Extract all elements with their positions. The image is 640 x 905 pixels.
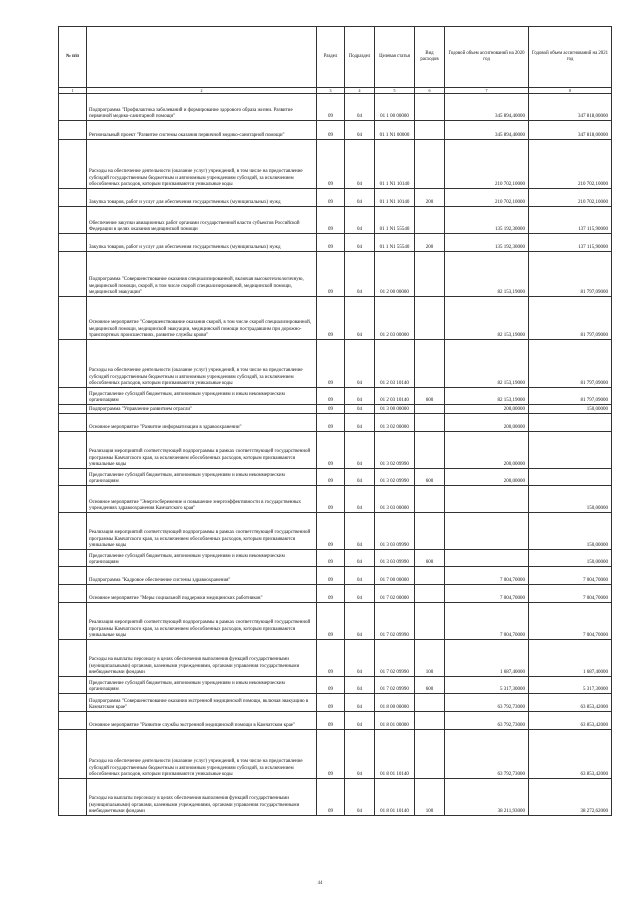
cell-podrazdel: 04 <box>345 340 375 388</box>
cell-podrazdel: 04 <box>345 140 375 189</box>
cell-expense-type <box>415 140 445 189</box>
cell-expense-type <box>415 513 445 550</box>
header-target-article: Целевая статья <box>375 27 415 88</box>
cell-2020: 82 153,19000 <box>445 340 529 388</box>
table-row <box>59 414 612 432</box>
cell-2021: 150,00000 <box>529 513 612 550</box>
table-row <box>59 712 612 730</box>
cell-expense-type <box>415 585 445 603</box>
cell-2021 <box>529 414 612 432</box>
cell-num <box>59 513 87 550</box>
cell-razdel: 09 <box>317 550 345 567</box>
cell-podrazdel: 04 <box>345 234 375 252</box>
cell-target-article: 01 3 02 09990 <box>375 432 415 469</box>
cell-podrazdel: 04 <box>345 677 375 694</box>
cell-2020: 7 004,70000 <box>445 567 529 585</box>
table-row <box>59 140 612 189</box>
cell-podrazdel: 04 <box>345 486 375 513</box>
cell-target-article: 01 3 03 00000 <box>375 486 415 513</box>
cell-podrazdel: 04 <box>345 207 375 234</box>
cell-num <box>59 414 87 432</box>
cell-target-article: 01 1 N1 00000 <box>375 121 415 140</box>
cell-target-article: 01 8 01 00000 <box>375 712 415 730</box>
table-row <box>59 730 612 779</box>
cell-expense-type <box>415 486 445 513</box>
cell-expense-type: 600 <box>415 677 445 694</box>
cell-name: Предоставление субсидий бюджетным, автономным учреждениям и иным некоммерческим организациям <box>87 677 317 694</box>
header-expense-type: Вид расходов <box>415 27 445 88</box>
cell-2021: 1 687,40000 <box>529 640 612 677</box>
cell-name: Подпрограмма "Профилактика заболеваний и формирование здорового образа жизни. Развитие первичной медико-санитарной помощи" <box>87 94 317 121</box>
cell-expense-type <box>415 730 445 779</box>
cell-2020: 63 792,73000 <box>445 712 529 730</box>
cell-expense-type: 200 <box>415 189 445 207</box>
cell-expense-type <box>415 414 445 432</box>
cell-name: Расходы на выплаты персоналу в целях обеспечения выполнения функций государственными (муниципальными) органами, казенными учреждениями, органами управления государственными внебюджетными фондами <box>87 640 317 677</box>
cell-target-article: 01 3 00 00000 <box>375 405 415 414</box>
cell-2020: 38 211,93000 <box>445 779 529 816</box>
cell-name: Реализация мероприятий соответствующей подпрограммы в рамках соответствующей государственной программы Камчатского края, за исключением обособленных расходов, которым присваиваются уникальные коды <box>87 432 317 469</box>
cell-num <box>59 779 87 816</box>
cell-expense-type: 100 <box>415 640 445 677</box>
cell-razdel: 09 <box>317 388 345 405</box>
cell-razdel: 09 <box>317 94 345 121</box>
cell-razdel: 09 <box>317 252 345 297</box>
cell-num <box>59 694 87 712</box>
cell-target-article: 01 8 01 10140 <box>375 779 415 816</box>
cell-target-article: 01 1 N1 10140 <box>375 189 415 207</box>
cell-num <box>59 121 87 140</box>
cell-name: Расходы на обеспечение деятельности (оказание услуг) учреждений, в том числе на предоставление субсидий государственным бюджетным и автономным учреждениям субсидий, за исключением обособленных расходов, которым присваиваются уникальные коды <box>87 140 317 189</box>
col-index: 8 <box>529 88 612 94</box>
cell-expense-type: 600 <box>415 388 445 405</box>
cell-2021: 137 115,90000 <box>529 207 612 234</box>
cell-podrazdel: 04 <box>345 585 375 603</box>
cell-2020: 210 702,10000 <box>445 189 529 207</box>
cell-podrazdel: 04 <box>345 779 375 816</box>
cell-razdel: 09 <box>317 234 345 252</box>
cell-2021: 5 317,30000 <box>529 677 612 694</box>
cell-2020 <box>445 513 529 550</box>
cell-2020: 63 792,73000 <box>445 694 529 712</box>
cell-target-article: 01 1 N1 10140 <box>375 140 415 189</box>
cell-podrazdel: 04 <box>345 414 375 432</box>
cell-name: Основное мероприятие "Развитие информатизации в здравоохранении" <box>87 414 317 432</box>
cell-num <box>59 189 87 207</box>
cell-num <box>59 252 87 297</box>
cell-name: Предоставление субсидий бюджетным, автономным учреждениям и иным некоммерческим организациям <box>87 388 317 405</box>
cell-target-article: 01 8 01 10140 <box>375 730 415 779</box>
cell-2021: 7 004,70000 <box>529 603 612 640</box>
cell-2020: 200,00000 <box>445 414 529 432</box>
col-index: 6 <box>415 88 445 94</box>
cell-2020: 1 687,40000 <box>445 640 529 677</box>
cell-razdel: 09 <box>317 340 345 388</box>
cell-num <box>59 234 87 252</box>
cell-razdel: 09 <box>317 405 345 414</box>
table-row <box>59 567 612 585</box>
cell-podrazdel: 04 <box>345 550 375 567</box>
cell-2021: 63 853,42000 <box>529 730 612 779</box>
cell-2020: 82 153,19000 <box>445 388 529 405</box>
cell-num <box>59 677 87 694</box>
cell-name: Расходы на обеспечение деятельности (оказание услуг) учреждений, в том числе на предоставление субсидий государственным бюджетным и автономным учреждениям субсидий, за исключением обособленных расходов, которым присваиваются уникальные коды <box>87 340 317 388</box>
cell-num <box>59 405 87 414</box>
cell-name: Реализация мероприятий соответствующей подпрограммы в рамках соответствующей государственной программы Камчатского края, за исключением обособленных расходов, которым присваиваются уникальные коды <box>87 513 317 550</box>
cell-razdel: 09 <box>317 779 345 816</box>
cell-expense-type <box>415 207 445 234</box>
cell-2020: 200,00000 <box>445 432 529 469</box>
cell-2020: 345 894,40000 <box>445 94 529 121</box>
cell-podrazdel: 04 <box>345 730 375 779</box>
cell-num <box>59 94 87 121</box>
cell-razdel: 09 <box>317 121 345 140</box>
cell-podrazdel: 04 <box>345 388 375 405</box>
cell-expense-type <box>415 340 445 388</box>
cell-name: Обеспечение закупки авиационных работ органами государственной власти субъектов Российской Федерации в целях оказания медицинской помощи <box>87 207 317 234</box>
cell-razdel: 09 <box>317 189 345 207</box>
cell-target-article: 01 2 03 10140 <box>375 388 415 405</box>
table-row <box>59 550 612 567</box>
cell-2021: 7 004,70000 <box>529 585 612 603</box>
cell-podrazdel: 04 <box>345 513 375 550</box>
table-row <box>59 432 612 469</box>
cell-target-article: 01 7 02 09990 <box>375 603 415 640</box>
cell-name: Предоставление субсидий бюджетным, автономным учреждениям и иным некоммерческим организациям <box>87 469 317 486</box>
cell-razdel: 09 <box>317 469 345 486</box>
cell-expense-type <box>415 297 445 340</box>
table-row <box>59 94 612 121</box>
cell-podrazdel: 04 <box>345 603 375 640</box>
cell-expense-type <box>415 405 445 414</box>
budget-table <box>58 26 612 816</box>
header-razdel: Раздел <box>317 27 345 88</box>
cell-2021: 63 853,42000 <box>529 694 612 712</box>
cell-2020: 7 004,70000 <box>445 585 529 603</box>
cell-name: Расходы на обеспечение деятельности (оказание услуг) учреждений, в том числе на предоставление субсидий государственным бюджетным и автономным учреждениям субсидий, за исключением обособленных расходов, которым присваиваются уникальные коды <box>87 730 317 779</box>
cell-expense-type <box>415 603 445 640</box>
header-2020: Годовой объем ассигнований на 2020 год <box>445 27 529 88</box>
cell-name: Основное мероприятие "Энергосбережение и повышение энергоэффективности в государственных учреждениях здравоохранения Камчатского края" <box>87 486 317 513</box>
cell-razdel: 09 <box>317 567 345 585</box>
cell-2021: 210 702,10000 <box>529 189 612 207</box>
table-row <box>59 388 612 405</box>
cell-podrazdel: 04 <box>345 405 375 414</box>
cell-expense-type: 100 <box>415 779 445 816</box>
cell-num <box>59 550 87 567</box>
document-page <box>58 26 611 816</box>
cell-name: Основное мероприятие "Развитие службы экстренной медицинской помощи в Камчатском крае" <box>87 712 317 730</box>
table-row <box>59 297 612 340</box>
cell-2021: 150,00000 <box>529 486 612 513</box>
cell-2020: 63 792,73000 <box>445 730 529 779</box>
cell-podrazdel: 04 <box>345 252 375 297</box>
cell-2021: 150,00000 <box>529 550 612 567</box>
cell-target-article: 01 3 03 09990 <box>375 513 415 550</box>
cell-num <box>59 469 87 486</box>
table-row <box>59 340 612 388</box>
cell-razdel: 09 <box>317 140 345 189</box>
col-index: 5 <box>375 88 415 94</box>
page-number: 44 <box>317 881 323 886</box>
cell-num <box>59 567 87 585</box>
cell-expense-type: 600 <box>415 469 445 486</box>
cell-name: Региональный проект "Развитие системы оказания первичной медико-санитарной помощи" <box>87 121 317 140</box>
cell-2020: 135 192,30000 <box>445 207 529 234</box>
cell-2020 <box>445 486 529 513</box>
cell-name: Закупка товаров, работ и услуг для обеспечения государственных (муниципальных) нужд <box>87 234 317 252</box>
table-row <box>59 585 612 603</box>
cell-podrazdel: 04 <box>345 432 375 469</box>
table-body <box>59 94 612 816</box>
cell-razdel: 09 <box>317 712 345 730</box>
col-index: 4 <box>345 88 375 94</box>
cell-expense-type: 200 <box>415 234 445 252</box>
cell-num <box>59 207 87 234</box>
table-row <box>59 121 612 140</box>
cell-razdel: 09 <box>317 297 345 340</box>
cell-target-article: 01 2 03 00000 <box>375 297 415 340</box>
cell-name: Расходы на выплаты персоналу в целях обеспечения выполнения функций государственными (муниципальными) органами, казенными учреждениями, органами управления государственными внебюджетными фондами <box>87 779 317 816</box>
cell-num <box>59 297 87 340</box>
cell-2021: 347 818,00000 <box>529 94 612 121</box>
cell-podrazdel: 04 <box>345 94 375 121</box>
cell-expense-type: 600 <box>415 550 445 567</box>
cell-name: Закупка товаров, работ и услуг для обеспечения государственных (муниципальных) нужд <box>87 189 317 207</box>
cell-expense-type <box>415 94 445 121</box>
cell-podrazdel: 04 <box>345 640 375 677</box>
table-row <box>59 640 612 677</box>
cell-target-article: 01 2 03 10140 <box>375 340 415 388</box>
cell-razdel: 09 <box>317 677 345 694</box>
cell-target-article: 01 7 02 09990 <box>375 677 415 694</box>
cell-2021: 81 797,09000 <box>529 388 612 405</box>
cell-2021: 81 797,09000 <box>529 297 612 340</box>
cell-2020: 200,00000 <box>445 469 529 486</box>
header-name <box>87 27 317 88</box>
cell-num <box>59 712 87 730</box>
cell-2020: 82 153,19000 <box>445 297 529 340</box>
cell-name: Подпрограмма "Кадровое обеспечение системы здравоохранения" <box>87 567 317 585</box>
cell-2021: 38 272,62000 <box>529 779 612 816</box>
col-index: 2 <box>87 88 317 94</box>
cell-2021: 81 797,09000 <box>529 340 612 388</box>
cell-2021: 63 853,42000 <box>529 712 612 730</box>
table-row <box>59 677 612 694</box>
cell-2021: 210 702,10000 <box>529 140 612 189</box>
cell-razdel: 09 <box>317 640 345 677</box>
cell-num <box>59 340 87 388</box>
cell-razdel: 09 <box>317 513 345 550</box>
cell-podrazdel: 04 <box>345 712 375 730</box>
cell-expense-type <box>415 567 445 585</box>
cell-name: Основное мероприятие "Меры социальной поддержки медицинских работников" <box>87 585 317 603</box>
cell-target-article: 01 3 03 09990 <box>375 550 415 567</box>
cell-podrazdel: 04 <box>345 297 375 340</box>
table-row <box>59 779 612 816</box>
cell-razdel: 09 <box>317 486 345 513</box>
col-index: 7 <box>445 88 529 94</box>
cell-expense-type <box>415 712 445 730</box>
table-row <box>59 694 612 712</box>
cell-razdel: 09 <box>317 730 345 779</box>
cell-name: Предоставление субсидий бюджетным, автономным учреждениям и иным некоммерческим организациям <box>87 550 317 567</box>
cell-2021: 81 797,09000 <box>529 252 612 297</box>
table-row <box>59 234 612 252</box>
table-row <box>59 189 612 207</box>
cell-2020: 345 894,40000 <box>445 121 529 140</box>
cell-target-article: 01 3 02 00000 <box>375 414 415 432</box>
table-row <box>59 252 612 297</box>
col-index: 3 <box>317 88 345 94</box>
cell-num <box>59 585 87 603</box>
cell-razdel: 09 <box>317 432 345 469</box>
col-index: 1 <box>59 88 87 94</box>
cell-2021: 347 818,00000 <box>529 121 612 140</box>
cell-name: Подпрограмма "Совершенствование оказания экстренной медицинской помощи, включая эвакуацию в Камчатском крае" <box>87 694 317 712</box>
cell-2020: 7 004,70000 <box>445 603 529 640</box>
cell-num <box>59 603 87 640</box>
cell-razdel: 09 <box>317 694 345 712</box>
cell-podrazdel: 04 <box>345 121 375 140</box>
cell-target-article: 01 7 02 00000 <box>375 585 415 603</box>
cell-num <box>59 432 87 469</box>
cell-num <box>59 730 87 779</box>
cell-2020: 135 192,30000 <box>445 234 529 252</box>
cell-2021: 150,00000 <box>529 405 612 414</box>
cell-target-article: 01 1 N1 55540 <box>375 207 415 234</box>
header-podrazdel: Подраздел <box>345 27 375 88</box>
cell-expense-type <box>415 121 445 140</box>
cell-num <box>59 140 87 189</box>
cell-target-article: 01 2 00 00000 <box>375 252 415 297</box>
cell-name: Подпрограмма "Управление развитием отрасли" <box>87 405 317 414</box>
cell-2020: 5 317,30000 <box>445 677 529 694</box>
table-row <box>59 207 612 234</box>
cell-target-article: 01 1 00 00000 <box>375 94 415 121</box>
table-row <box>59 603 612 640</box>
header-2021: Годовой объем ассигнований на 2021 год <box>529 27 612 88</box>
cell-name: Реализация мероприятий соответствующей подпрограммы в рамках соответствующей государственной программы Камчатского края, за исключением обособленных расходов, которым присваиваются уникальные коды <box>87 603 317 640</box>
cell-2020 <box>445 550 529 567</box>
cell-podrazdel: 04 <box>345 469 375 486</box>
header-num: № п/п <box>59 27 87 88</box>
cell-2021: 137 115,90000 <box>529 234 612 252</box>
cell-razdel: 09 <box>317 207 345 234</box>
table-header <box>59 27 612 94</box>
cell-expense-type <box>415 252 445 297</box>
cell-target-article: 01 3 02 09990 <box>375 469 415 486</box>
cell-podrazdel: 04 <box>345 189 375 207</box>
cell-2021 <box>529 469 612 486</box>
cell-expense-type <box>415 694 445 712</box>
cell-razdel: 09 <box>317 603 345 640</box>
cell-num <box>59 388 87 405</box>
cell-2021: 7 004,70000 <box>529 567 612 585</box>
cell-razdel: 09 <box>317 585 345 603</box>
cell-target-article: 01 7 00 00000 <box>375 567 415 585</box>
table-row <box>59 486 612 513</box>
cell-name: Основное мероприятие "Совершенствование оказания скорой, в том числе скорой специализированной, медицинской помощи, медицинской эвакуации, медицинской помощи пострадавшим при дорожно-транспортных происшествиях, развитие службы крови" <box>87 297 317 340</box>
cell-num <box>59 640 87 677</box>
cell-2020: 200,00000 <box>445 405 529 414</box>
cell-podrazdel: 04 <box>345 567 375 585</box>
cell-razdel: 09 <box>317 414 345 432</box>
cell-2020: 82 153,19000 <box>445 252 529 297</box>
cell-name: Подпрограмма "Совершенствование оказания специализированной, включая высокотехнологичную, медицинской помощи, скорой, в том числе скорой специализированной, медицинской помощи, медицинской эвакуации" <box>87 252 317 297</box>
table-row <box>59 513 612 550</box>
cell-target-article: 01 7 02 09990 <box>375 640 415 677</box>
cell-target-article: 01 8 00 00000 <box>375 694 415 712</box>
cell-2021 <box>529 432 612 469</box>
table-row <box>59 405 612 414</box>
cell-num <box>59 486 87 513</box>
cell-podrazdel: 04 <box>345 694 375 712</box>
cell-2020: 210 702,10000 <box>445 140 529 189</box>
cell-target-article: 01 1 N1 55540 <box>375 234 415 252</box>
cell-expense-type <box>415 432 445 469</box>
table-row <box>59 469 612 486</box>
